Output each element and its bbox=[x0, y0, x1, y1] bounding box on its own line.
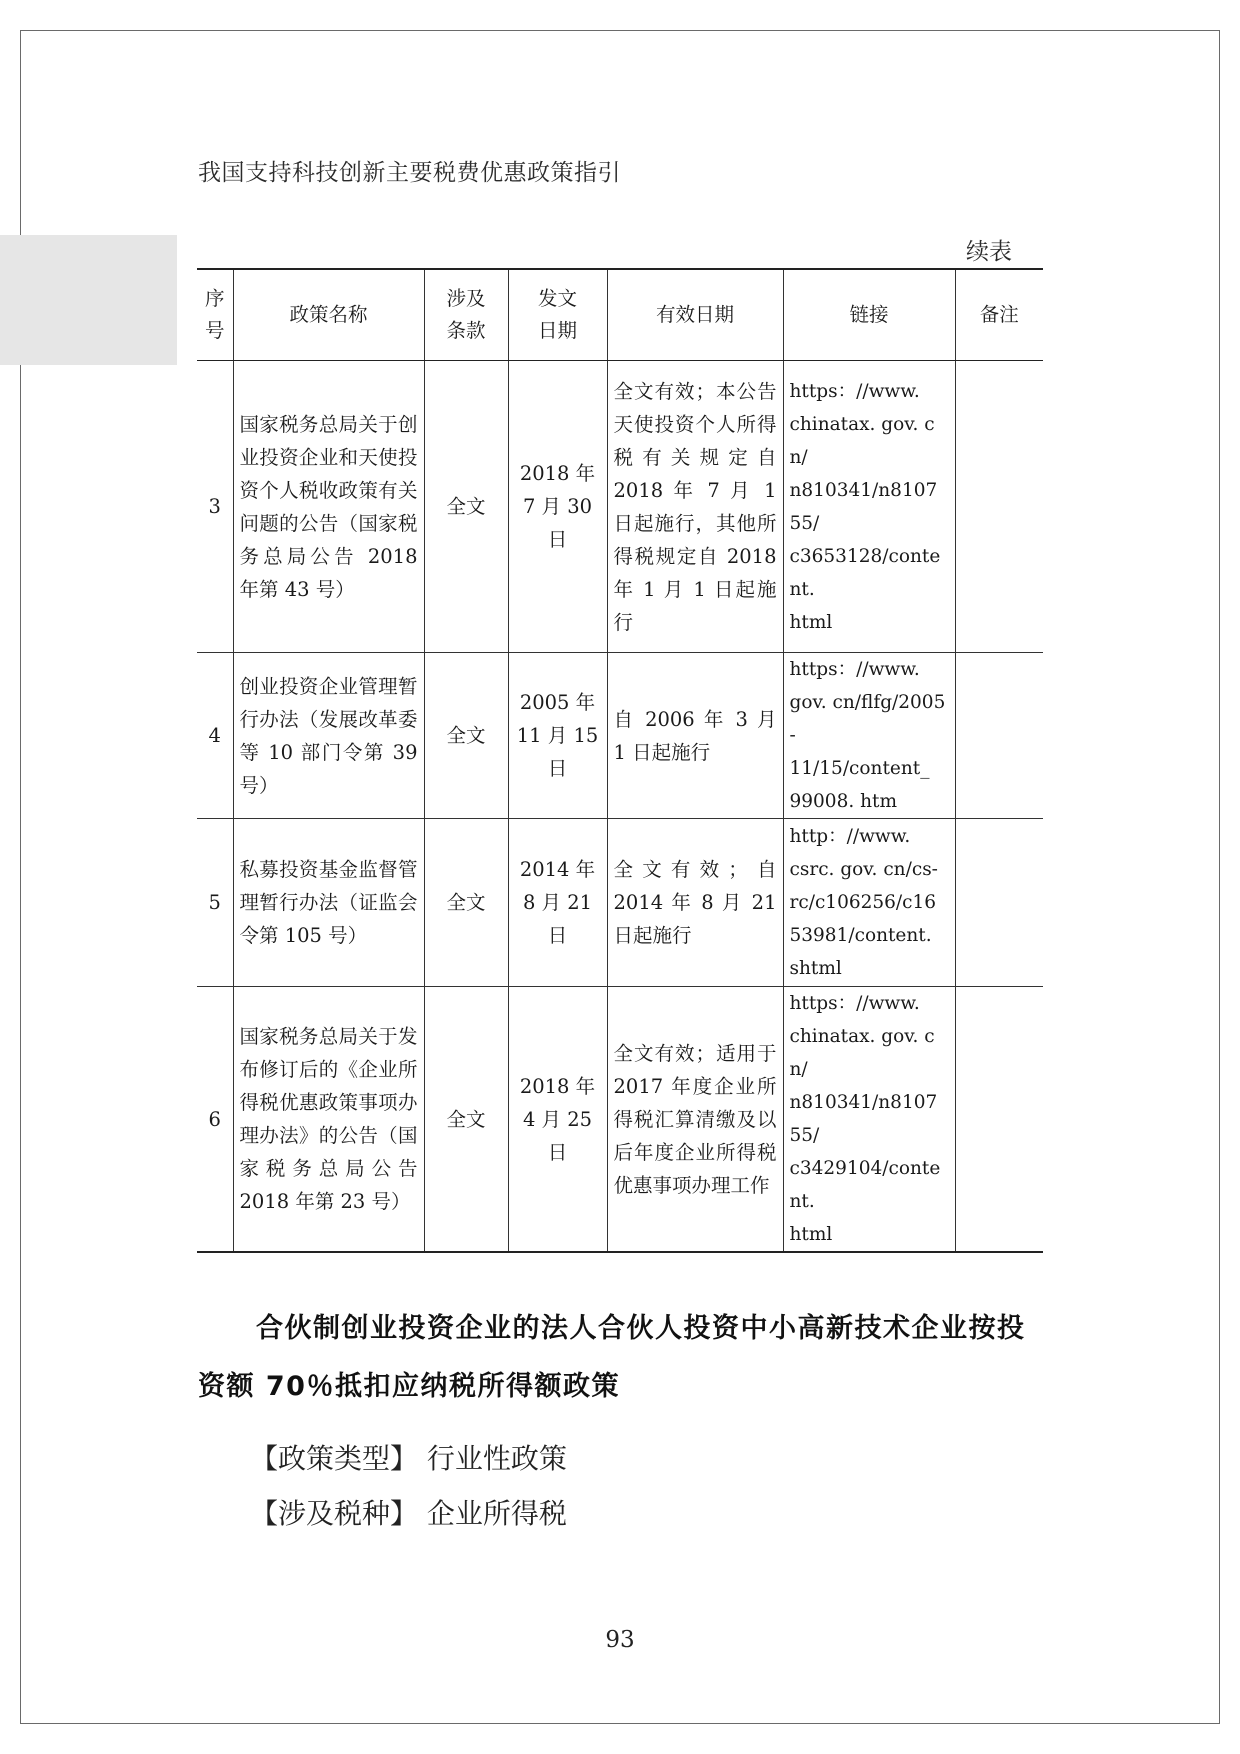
cell-effective-date: 全文有效；自 2014 年 8 月 21 日起施行 bbox=[607, 819, 783, 987]
table-row bbox=[197, 987, 1043, 1253]
col-header-clause: 涉及 条款 bbox=[424, 269, 508, 361]
cell-effective-date: 全文有效；本公告天使投资个人所得税有关规定自 2018 年 7 月 1 日起施行，其他所得税规定自 2018 年 1 月 1 日起施行 bbox=[607, 361, 783, 653]
cell-issue-date: 2018 年 4 月 25 日 bbox=[508, 987, 607, 1253]
cell-remark bbox=[955, 987, 1043, 1253]
cell-clause: 全文 bbox=[424, 361, 508, 653]
cell-policy-name: 私募投资基金监督管理暂行办法（证监会令第 105 号） bbox=[233, 819, 424, 987]
policy-type-line: 【政策类型】 行业性政策 bbox=[250, 1442, 567, 1475]
cell-link[interactable]: https：//www. gov. cn/flfg/2005- 11/15/content_ 99008. htm bbox=[783, 653, 955, 819]
chapter-side-tab bbox=[0, 235, 177, 365]
col-header-issue-date: 发文 日期 bbox=[508, 269, 607, 361]
cell-issue-date: 2014 年 8 月 21 日 bbox=[508, 819, 607, 987]
cell-effective-date: 自 2006 年 3 月 1 日起施行 bbox=[607, 653, 783, 819]
policy-table bbox=[197, 268, 1043, 1253]
col-header-remark: 备注 bbox=[955, 269, 1043, 361]
col-header-link: 链接 bbox=[783, 269, 955, 361]
cell-index: 5 bbox=[197, 819, 233, 987]
col-header-name: 政策名称 bbox=[233, 269, 424, 361]
col-header-effective: 有效日期 bbox=[607, 269, 783, 361]
cell-policy-name: 创业投资企业管理暂行办法（发展改革委等 10 部门令第 39 号） bbox=[233, 653, 424, 819]
cell-clause: 全文 bbox=[424, 987, 508, 1253]
cell-issue-date: 2018 年 7 月 30 日 bbox=[508, 361, 607, 653]
cell-remark bbox=[955, 653, 1043, 819]
cell-index: 3 bbox=[197, 361, 233, 653]
cell-clause: 全文 bbox=[424, 653, 508, 819]
cell-link[interactable]: https：//www. chinatax. gov. cn/ n810341/n810755/ c3653128/content. html bbox=[783, 361, 955, 653]
table-continued-label: 续表 bbox=[966, 239, 1012, 265]
cell-clause: 全文 bbox=[424, 819, 508, 987]
table-row bbox=[197, 361, 1043, 653]
table-header-row bbox=[197, 269, 1043, 361]
table-row bbox=[197, 819, 1043, 987]
cell-index: 4 bbox=[197, 653, 233, 819]
running-header: 我国支持科技创新主要税费优惠政策指引 bbox=[198, 160, 621, 186]
cell-index: 6 bbox=[197, 987, 233, 1253]
tax-type-line: 【涉及税种】 企业所得税 bbox=[250, 1497, 567, 1530]
page-number: 93 bbox=[605, 1627, 635, 1653]
cell-effective-date: 全文有效；适用于 2017 年度企业所得税汇算清缴及以后年度企业所得税优惠事项办理工作 bbox=[607, 987, 783, 1253]
cell-remark bbox=[955, 361, 1043, 653]
cell-policy-name: 国家税务总局关于创业投资企业和天使投资个人税收政策有关问题的公告（国家税务总局公告 2018 年第 43 号） bbox=[233, 361, 424, 653]
section-heading: 合伙制创业投资企业的法人合伙人投资中小高新技术企业按投资额 70％抵扣应纳税所得额政策 bbox=[198, 1313, 1026, 1402]
cell-policy-name: 国家税务总局关于发布修订后的《企业所得税优惠政策事项办理办法》的公告（国家税务总局公告 2018 年第 23 号） bbox=[233, 987, 424, 1253]
col-header-index: 序 号 bbox=[197, 269, 233, 361]
cell-issue-date: 2005 年 11 月 15 日 bbox=[508, 653, 607, 819]
cell-link[interactable]: https：//www. chinatax. gov. cn/ n810341/n810755/ c3429104/content. html bbox=[783, 987, 955, 1253]
table-row bbox=[197, 653, 1043, 819]
cell-link[interactable]: http：//www. csrc. gov. cn/cs- rc/c106256/c16 53981/content. shtml bbox=[783, 819, 955, 987]
cell-remark bbox=[955, 819, 1043, 987]
